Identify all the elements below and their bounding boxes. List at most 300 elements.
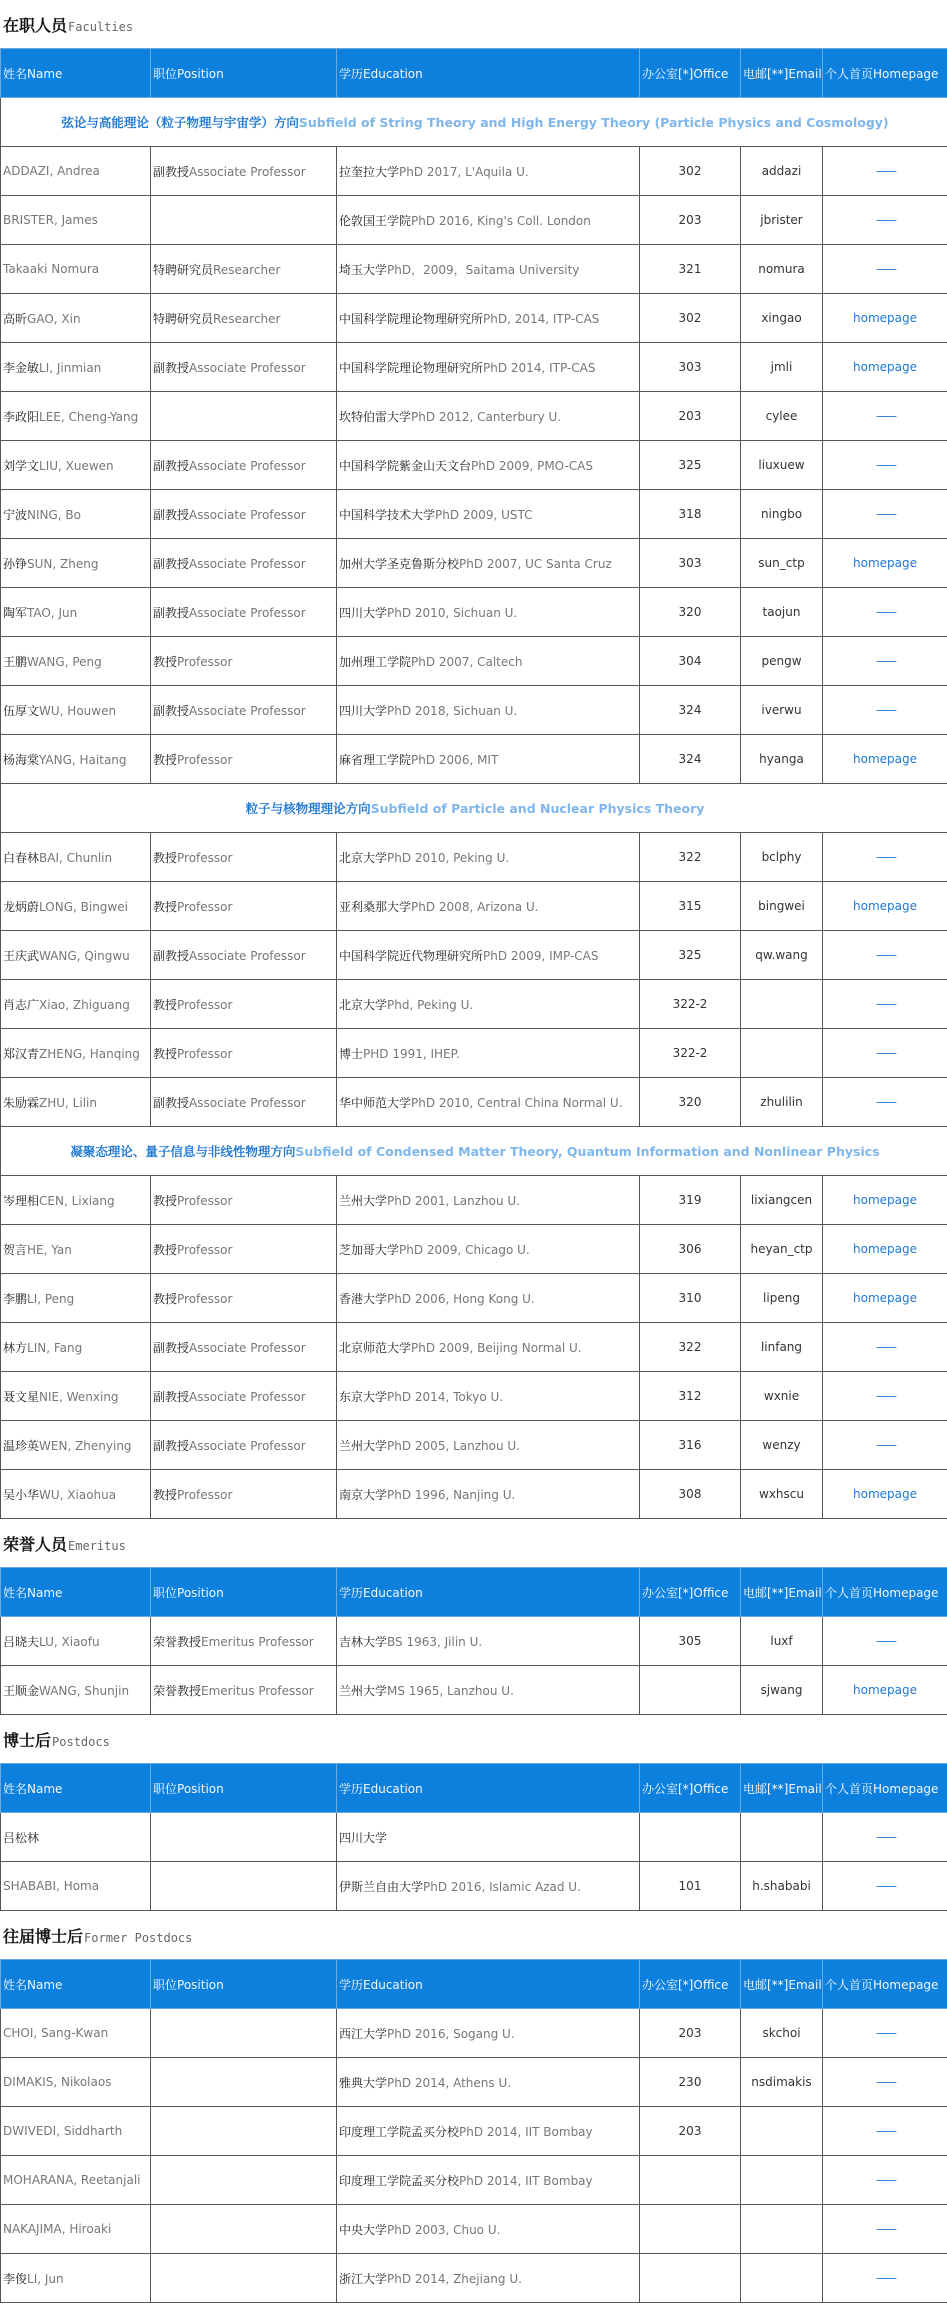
position-cell-zh: 副教授 bbox=[153, 1340, 190, 1355]
name-cell-zh: 李俊 bbox=[3, 2271, 28, 2286]
homepage-placeholder-link[interactable]: —— bbox=[876, 1389, 894, 1403]
office-cell: 101 bbox=[640, 1862, 741, 1911]
homepage-cell bbox=[823, 1421, 947, 1470]
homepage-placeholder-link[interactable]: —— bbox=[876, 654, 894, 668]
homepage-placeholder-link[interactable]: —— bbox=[876, 1438, 894, 1452]
homepage-placeholder-link[interactable]: —— bbox=[876, 1879, 894, 1893]
name-cell bbox=[1, 931, 151, 980]
name-cell-zh: 聂文星 bbox=[3, 1389, 40, 1404]
header-en: Homepage bbox=[873, 1585, 939, 1600]
position-cell bbox=[151, 2009, 337, 2058]
position-cell bbox=[151, 2058, 337, 2107]
education-cell-en: PhD 2014, IIT Bombay bbox=[459, 2173, 593, 2188]
homepage-placeholder-link[interactable]: —— bbox=[876, 409, 894, 423]
subfield-row bbox=[1, 1127, 947, 1176]
homepage-cell bbox=[823, 2156, 947, 2205]
position-cell-zh: 荣誉教授 bbox=[153, 1683, 202, 1698]
education-cell-en: PhD 2001, Lanzhou U. bbox=[387, 1193, 520, 1208]
homepage-placeholder-link[interactable]: —— bbox=[876, 2173, 894, 2187]
name-cell bbox=[1, 245, 151, 294]
subfield-title-zh: 凝聚态理论、量子信息与非线性物理方向 bbox=[70, 1144, 296, 1159]
header-name bbox=[1, 1568, 151, 1617]
header-zh: 电邮[**] bbox=[743, 1781, 789, 1796]
homepage-link[interactable]: homepage bbox=[853, 1193, 917, 1207]
section-title-zh: 在职人员 bbox=[3, 16, 68, 35]
position-cell bbox=[151, 1666, 337, 1715]
name-cell bbox=[1, 1323, 151, 1372]
education-cell bbox=[337, 2156, 640, 2205]
education-cell bbox=[337, 1470, 640, 1519]
name-cell-zh: 孙铮 bbox=[3, 556, 28, 571]
education-cell bbox=[337, 686, 640, 735]
position-cell-en: Associate Professor bbox=[189, 1389, 306, 1404]
position-cell-zh: 教授 bbox=[153, 850, 178, 865]
education-cell bbox=[337, 392, 640, 441]
position-cell bbox=[151, 539, 337, 588]
header-en: Name bbox=[27, 1585, 63, 1600]
education-cell-en: PhD 2005, Lanzhou U. bbox=[387, 1438, 520, 1453]
education-cell bbox=[337, 1421, 640, 1470]
table-row bbox=[1, 588, 947, 637]
header-en: Position bbox=[177, 1977, 224, 1992]
table-row bbox=[1, 2058, 947, 2107]
name-cell-en: Xiao, Zhiguang bbox=[39, 997, 130, 1012]
position-cell bbox=[151, 1029, 337, 1078]
name-cell-zh: 吕晓夫 bbox=[3, 1634, 40, 1649]
subfield-row bbox=[1, 784, 947, 833]
homepage-cell bbox=[823, 1078, 947, 1127]
education-cell-zh: 中央大学 bbox=[339, 2222, 388, 2237]
education-cell-en: PhD 2006, MIT bbox=[411, 752, 499, 767]
header-name bbox=[1, 1764, 151, 1813]
education-cell-en: PhD 2009, Chicago U. bbox=[399, 1242, 530, 1257]
table-header-row bbox=[1, 1568, 947, 1617]
homepage-cell bbox=[823, 245, 947, 294]
header-en: Office bbox=[693, 1585, 729, 1600]
education-cell bbox=[337, 2205, 640, 2254]
education-cell-zh: 中国科学院理论物理研究所 bbox=[339, 360, 484, 375]
position-cell-en: Professor bbox=[177, 1291, 233, 1306]
name-cell bbox=[1, 735, 151, 784]
position-cell bbox=[151, 588, 337, 637]
position-cell-zh: 副教授 bbox=[153, 458, 190, 473]
email-cell: xingao bbox=[741, 294, 823, 343]
table-row bbox=[1, 2107, 947, 2156]
name-cell-en: BAI, Chunlin bbox=[39, 850, 113, 865]
email-cell: zhulilin bbox=[741, 1078, 823, 1127]
education-cell-en: PhD 2006, Hong Kong U. bbox=[387, 1291, 535, 1306]
position-cell bbox=[151, 1176, 337, 1225]
header-zh: 办公室[*] bbox=[642, 1977, 694, 1992]
homepage-cell bbox=[823, 588, 947, 637]
header-zh: 职位 bbox=[153, 1781, 178, 1796]
name-cell bbox=[1, 1666, 151, 1715]
header-name bbox=[1, 1960, 151, 2009]
name-cell-zh: 李鹏 bbox=[3, 1291, 28, 1306]
position-cell-en: Associate Professor bbox=[189, 605, 306, 620]
name-cell-en: DWIVEDI, Siddharth bbox=[3, 2124, 123, 2138]
name-cell bbox=[1, 1617, 151, 1666]
table-row bbox=[1, 539, 947, 588]
table-row bbox=[1, 1470, 947, 1519]
email-cell bbox=[741, 2156, 823, 2205]
education-cell-en: PhD 1996, Nanjing U. bbox=[387, 1487, 516, 1502]
homepage-placeholder-link[interactable]: —— bbox=[876, 2271, 894, 2285]
office-cell: 302 bbox=[640, 294, 741, 343]
table-header-row bbox=[1, 1764, 947, 1813]
homepage-cell bbox=[823, 1176, 947, 1225]
email-cell bbox=[741, 1029, 823, 1078]
education-cell-en: PhD 2018, Sichuan U. bbox=[387, 703, 518, 718]
education-cell bbox=[337, 882, 640, 931]
homepage-placeholder-link[interactable]: —— bbox=[876, 605, 894, 619]
homepage-placeholder-link[interactable]: —— bbox=[876, 164, 894, 178]
header-zh: 职位 bbox=[153, 1977, 178, 1992]
email-cell: nomura bbox=[741, 245, 823, 294]
position-cell-en: Associate Professor bbox=[189, 556, 306, 571]
header-zh: 姓名 bbox=[3, 1585, 28, 1600]
education-cell-zh: 加州理工学院 bbox=[339, 654, 412, 669]
education-cell-en: PhD 2016, Sogang U. bbox=[387, 2026, 515, 2041]
email-cell: sun_ctp bbox=[741, 539, 823, 588]
table-row bbox=[1, 2205, 947, 2254]
subfield-title-en: Subfield of String Theory and High Energy Theory (Particle Physics and Cosmology) bbox=[298, 115, 889, 130]
position-cell-zh: 副教授 bbox=[153, 948, 190, 963]
position-cell-zh: 教授 bbox=[153, 1487, 178, 1502]
office-cell bbox=[640, 2156, 741, 2205]
position-cell-en: Associate Professor bbox=[189, 164, 306, 179]
name-cell-zh: 刘学文 bbox=[3, 458, 40, 473]
email-cell: pengw bbox=[741, 637, 823, 686]
homepage-placeholder-link[interactable]: —— bbox=[876, 213, 894, 227]
position-cell-zh: 副教授 bbox=[153, 556, 190, 571]
office-cell: 322-2 bbox=[640, 980, 741, 1029]
table-row bbox=[1, 392, 947, 441]
homepage-placeholder-link[interactable]: —— bbox=[876, 948, 894, 962]
header-en: Name bbox=[27, 66, 63, 81]
homepage-placeholder-link[interactable]: —— bbox=[876, 2026, 894, 2040]
homepage-cell bbox=[823, 833, 947, 882]
table-row bbox=[1, 1421, 947, 1470]
email-cell: wenzy bbox=[741, 1421, 823, 1470]
education-cell-en: PhD 2008, Arizona U. bbox=[411, 899, 539, 914]
homepage-placeholder-link[interactable]: —— bbox=[876, 2124, 894, 2138]
education-cell-zh: 伦敦国王学院 bbox=[339, 213, 412, 228]
homepage-link[interactable]: homepage bbox=[853, 1242, 917, 1256]
table-row bbox=[1, 686, 947, 735]
name-cell bbox=[1, 1862, 151, 1911]
homepage-cell bbox=[823, 980, 947, 1029]
homepage-cell bbox=[823, 2205, 947, 2254]
header-en: Homepage bbox=[873, 1781, 939, 1796]
name-cell-en: TAO, Jun bbox=[27, 605, 78, 620]
office-cell: 322 bbox=[640, 1323, 741, 1372]
position-cell-zh: 特聘研究员 bbox=[153, 262, 214, 277]
name-cell-zh: 白春林 bbox=[3, 850, 40, 865]
position-cell bbox=[151, 441, 337, 490]
section-title bbox=[0, 1519, 947, 1567]
education-cell-zh: 芝加哥大学 bbox=[339, 1242, 400, 1257]
name-cell bbox=[1, 833, 151, 882]
people-table bbox=[0, 48, 947, 1519]
education-cell-zh: 印度理工学院孟买分校 bbox=[339, 2124, 460, 2139]
section-title-en: Former Postdocs bbox=[84, 1931, 193, 1945]
header-zh: 个人首页 bbox=[825, 1585, 874, 1600]
header-education bbox=[337, 1764, 640, 1813]
name-cell-zh: 李金敏 bbox=[3, 360, 40, 375]
email-cell: hyanga bbox=[741, 735, 823, 784]
email-cell: h.shababi bbox=[741, 1862, 823, 1911]
header-zh: 电邮[**] bbox=[743, 1585, 789, 1600]
position-cell bbox=[151, 1421, 337, 1470]
table-row bbox=[1, 980, 947, 1029]
education-cell-en: PhD 2017, L'Aquila U. bbox=[399, 164, 529, 179]
email-cell: cylee bbox=[741, 392, 823, 441]
position-cell bbox=[151, 1617, 337, 1666]
name-cell-zh: 岑理相 bbox=[3, 1193, 40, 1208]
homepage-placeholder-link[interactable]: —— bbox=[876, 1830, 894, 1844]
education-cell-en: PhD 2016, King's Coll. London bbox=[411, 213, 591, 228]
position-cell bbox=[151, 343, 337, 392]
table-header-row bbox=[1, 49, 947, 98]
name-cell-en: WANG, Qingwu bbox=[39, 948, 130, 963]
position-cell-zh: 副教授 bbox=[153, 703, 190, 718]
homepage-placeholder-link[interactable]: —— bbox=[876, 850, 894, 864]
education-cell bbox=[337, 1323, 640, 1372]
homepage-link[interactable]: homepage bbox=[853, 1291, 917, 1305]
name-cell-en: LONG, Bingwei bbox=[39, 899, 128, 914]
homepage-cell bbox=[823, 1274, 947, 1323]
homepage-placeholder-link[interactable]: —— bbox=[876, 1340, 894, 1354]
header-position bbox=[151, 1960, 337, 2009]
name-cell-en: ZHENG, Hanqing bbox=[39, 1046, 140, 1061]
education-cell-en: Phd, Peking U. bbox=[387, 997, 474, 1012]
education-cell-zh: 中国科学院紫金山天文台 bbox=[339, 458, 472, 473]
homepage-cell bbox=[823, 294, 947, 343]
office-cell: 203 bbox=[640, 2009, 741, 2058]
education-cell bbox=[337, 1078, 640, 1127]
homepage-placeholder-link[interactable]: —— bbox=[876, 2222, 894, 2236]
position-cell-en: Researcher bbox=[213, 262, 281, 277]
header-zh: 电邮[**] bbox=[743, 1977, 789, 1992]
name-cell-en: LU, Xiaofu bbox=[39, 1634, 100, 1649]
name-cell bbox=[1, 2009, 151, 2058]
name-cell-en: LI, Jun bbox=[27, 2271, 64, 2286]
education-cell-zh: 坎特伯雷大学 bbox=[339, 409, 412, 424]
section-title-en: Postdocs bbox=[52, 1735, 110, 1749]
email-cell bbox=[741, 2254, 823, 2303]
name-cell bbox=[1, 1225, 151, 1274]
position-cell-zh: 教授 bbox=[153, 654, 178, 669]
email-cell: nsdimakis bbox=[741, 2058, 823, 2107]
homepage-cell bbox=[823, 637, 947, 686]
header-homepage bbox=[823, 1960, 947, 2009]
header-en: Email bbox=[788, 1977, 822, 1992]
position-cell bbox=[151, 2205, 337, 2254]
position-cell-en: Associate Professor bbox=[189, 948, 306, 963]
homepage-placeholder-link[interactable]: —— bbox=[876, 262, 894, 276]
education-cell bbox=[337, 980, 640, 1029]
education-cell-en: PhD 2016, Islamic Azad U. bbox=[423, 1879, 581, 1894]
position-cell-zh: 副教授 bbox=[153, 360, 190, 375]
name-cell-en: NIE, Wenxing bbox=[39, 1389, 119, 1404]
name-cell-en: WEN, Zhenying bbox=[39, 1438, 132, 1453]
position-cell-zh: 教授 bbox=[153, 1242, 178, 1257]
education-cell-zh: 兰州大学 bbox=[339, 1193, 388, 1208]
education-cell-zh: 麻省理工学院 bbox=[339, 752, 412, 767]
name-cell bbox=[1, 2156, 151, 2205]
position-cell bbox=[151, 637, 337, 686]
education-cell-en: PhD 2009, IMP-CAS bbox=[483, 948, 599, 963]
education-cell-zh: 中国科学技术大学 bbox=[339, 507, 436, 522]
homepage-link[interactable]: homepage bbox=[853, 360, 917, 374]
table-row bbox=[1, 343, 947, 392]
header-name bbox=[1, 49, 151, 98]
education-cell-zh: 拉奎拉大学 bbox=[339, 164, 400, 179]
table-row bbox=[1, 931, 947, 980]
homepage-placeholder-link[interactable]: —— bbox=[876, 2075, 894, 2089]
education-cell bbox=[337, 441, 640, 490]
education-cell-en: MS 1965, Lanzhou U. bbox=[387, 1683, 514, 1698]
homepage-placeholder-link[interactable]: —— bbox=[876, 1634, 894, 1648]
name-cell-zh: 吕松林 bbox=[3, 1830, 40, 1845]
position-cell-en: Associate Professor bbox=[189, 360, 306, 375]
education-cell bbox=[337, 2058, 640, 2107]
name-cell bbox=[1, 1029, 151, 1078]
homepage-placeholder-link[interactable]: —— bbox=[876, 1046, 894, 1060]
office-cell: 315 bbox=[640, 882, 741, 931]
homepage-link[interactable]: homepage bbox=[853, 1487, 917, 1501]
homepage-placeholder-link[interactable]: —— bbox=[876, 1095, 894, 1109]
education-cell bbox=[337, 490, 640, 539]
education-cell-zh: 北京师范大学 bbox=[339, 1340, 412, 1355]
name-cell bbox=[1, 588, 151, 637]
education-cell bbox=[337, 2107, 640, 2156]
office-cell: 308 bbox=[640, 1470, 741, 1519]
table-row bbox=[1, 1323, 947, 1372]
name-cell-en: WANG, Shunjin bbox=[39, 1683, 130, 1698]
position-cell bbox=[151, 147, 337, 196]
header-en: Education bbox=[363, 1585, 423, 1600]
education-cell-en: PhD 2003, Chuo U. bbox=[387, 2222, 501, 2237]
office-cell: 322-2 bbox=[640, 1029, 741, 1078]
name-cell bbox=[1, 490, 151, 539]
homepage-link[interactable]: homepage bbox=[853, 556, 917, 570]
office-cell: 320 bbox=[640, 588, 741, 637]
name-cell-en: CHOI, Sang-Kwan bbox=[3, 2026, 109, 2040]
position-cell bbox=[151, 833, 337, 882]
header-en: Position bbox=[177, 66, 224, 81]
name-cell-zh: 肖志广 bbox=[3, 997, 40, 1012]
table-row bbox=[1, 735, 947, 784]
section-title bbox=[0, 0, 947, 48]
section-title-en: Emeritus bbox=[68, 1539, 126, 1553]
education-cell-en: PhD, 2014, ITP-CAS bbox=[483, 311, 600, 326]
name-cell bbox=[1, 392, 151, 441]
name-cell bbox=[1, 882, 151, 931]
email-cell: taojun bbox=[741, 588, 823, 637]
name-cell bbox=[1, 1470, 151, 1519]
office-cell: 322 bbox=[640, 833, 741, 882]
homepage-link[interactable]: homepage bbox=[853, 899, 917, 913]
position-cell-zh: 副教授 bbox=[153, 1438, 190, 1453]
position-cell-en: Associate Professor bbox=[189, 507, 306, 522]
section-title-en: Faculties bbox=[68, 20, 134, 34]
name-cell bbox=[1, 1078, 151, 1127]
homepage-cell bbox=[823, 1470, 947, 1519]
subfield-title-en: Subfield of Particle and Nuclear Physics Theory bbox=[370, 801, 705, 816]
homepage-cell bbox=[823, 686, 947, 735]
homepage-placeholder-link[interactable]: —— bbox=[876, 507, 894, 521]
name-cell-en: BRISTER, James bbox=[3, 213, 98, 227]
education-cell-zh: 加州大学圣克鲁斯分校 bbox=[339, 556, 460, 571]
name-cell bbox=[1, 196, 151, 245]
name-cell-en: SHABABI, Homa bbox=[3, 1879, 100, 1893]
homepage-cell bbox=[823, 147, 947, 196]
section-title-zh: 博士后 bbox=[3, 1731, 52, 1750]
homepage-cell bbox=[823, 1029, 947, 1078]
header-zh: 学历 bbox=[339, 66, 364, 81]
homepage-placeholder-link[interactable]: —— bbox=[876, 997, 894, 1011]
header-zh: 职位 bbox=[153, 1585, 178, 1600]
office-cell: 230 bbox=[640, 2058, 741, 2107]
position-cell-zh: 教授 bbox=[153, 997, 178, 1012]
homepage-placeholder-link[interactable]: —— bbox=[876, 703, 894, 717]
homepage-link[interactable]: homepage bbox=[853, 311, 917, 325]
homepage-cell bbox=[823, 1323, 947, 1372]
office-cell bbox=[640, 1666, 741, 1715]
table-row bbox=[1, 490, 947, 539]
table-row bbox=[1, 1813, 947, 1862]
table-row bbox=[1, 1617, 947, 1666]
homepage-placeholder-link[interactable]: —— bbox=[876, 458, 894, 472]
education-cell-en: PhD 2014, IIT Bombay bbox=[459, 2124, 593, 2139]
name-cell-en: NING, Bo bbox=[27, 507, 82, 522]
email-cell: iverwu bbox=[741, 686, 823, 735]
office-cell: 321 bbox=[640, 245, 741, 294]
education-cell bbox=[337, 833, 640, 882]
education-cell-en: BS 1963, Jilin U. bbox=[387, 1634, 483, 1649]
homepage-link[interactable]: homepage bbox=[853, 1683, 917, 1697]
header-education bbox=[337, 49, 640, 98]
email-cell bbox=[741, 2205, 823, 2254]
office-cell: 203 bbox=[640, 196, 741, 245]
education-cell bbox=[337, 1274, 640, 1323]
email-cell bbox=[741, 2107, 823, 2156]
position-cell-en: Associate Professor bbox=[189, 1438, 306, 1453]
homepage-link[interactable]: homepage bbox=[853, 752, 917, 766]
section-title bbox=[0, 1911, 947, 1959]
office-cell: 318 bbox=[640, 490, 741, 539]
education-cell-zh: 浙江大学 bbox=[339, 2271, 388, 2286]
email-cell: jbrister bbox=[741, 196, 823, 245]
table-row bbox=[1, 1029, 947, 1078]
position-cell-en: Associate Professor bbox=[189, 1340, 306, 1355]
header-en: Position bbox=[177, 1781, 224, 1796]
name-cell-zh: 杨海棠 bbox=[3, 752, 40, 767]
education-cell-en: PhD 2014, Tokyo U. bbox=[387, 1389, 504, 1404]
table-row bbox=[1, 637, 947, 686]
position-cell-zh: 副教授 bbox=[153, 605, 190, 620]
name-cell-zh: 朱励霖 bbox=[3, 1095, 40, 1110]
homepage-cell bbox=[823, 931, 947, 980]
header-office bbox=[640, 1960, 741, 2009]
name-cell-en: ZHU, Lilin bbox=[39, 1095, 97, 1110]
header-zh: 个人首页 bbox=[825, 1977, 874, 1992]
subfield-title bbox=[1, 784, 947, 833]
education-cell bbox=[337, 1029, 640, 1078]
homepage-cell bbox=[823, 1225, 947, 1274]
